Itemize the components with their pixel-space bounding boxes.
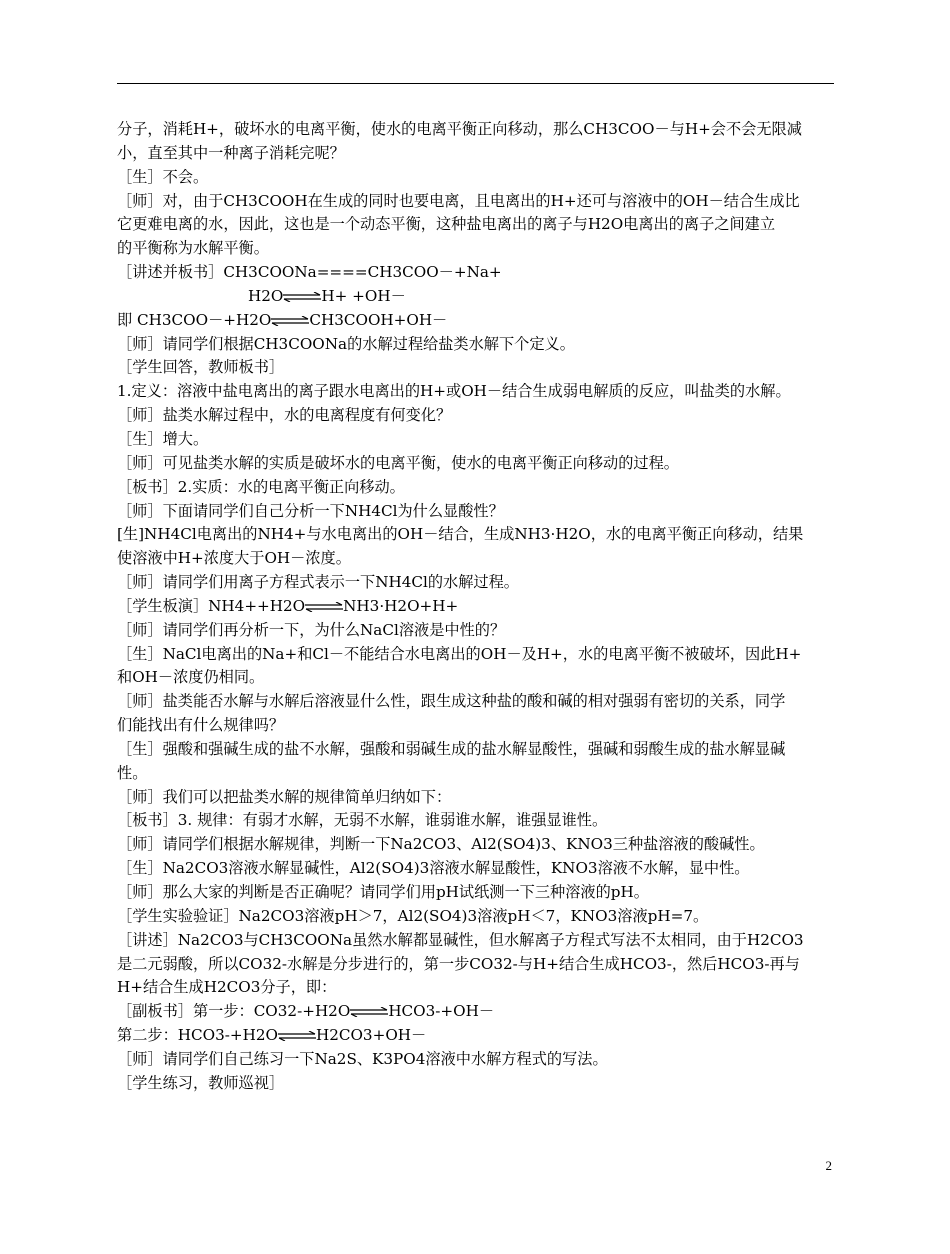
text-line: ［师］请同学们根据CH3COONa的水解过程给盐类水解下个定义。 [117, 334, 575, 353]
text-line: ［师］我们可以把盐类水解的规律简单归纳如下： [117, 787, 452, 806]
text-line: ［学生实验验证］Na2CO3溶液pH＞7，Al2(SO4)3溶液pH＜7，KNO3溶液pH=7。 [117, 906, 709, 925]
equilibrium-arrow-icon [304, 602, 344, 612]
text-line: ［师］请同学们根据水解规律，判断一下Na2CO3、Al2(SO4)3、KNO3三种盐溶液的酸碱性。 [117, 835, 765, 854]
text-line: ［师］下面请同学们自己分析一下NH4Cl为什么显酸性？ [117, 501, 504, 520]
text-line: ［生］增大。 [117, 429, 209, 448]
equation-left: ［副板书］第一步：CO32-+H2O [117, 1002, 351, 1021]
text-line: H+结合生成H2CO3分子，即： [117, 978, 337, 997]
equation-right: CH3COOH+OH－ [309, 310, 448, 329]
equation-acetate-hydrolysis [117, 309, 839, 333]
equation-right: HCO3-+OH－ [388, 1002, 495, 1021]
text-line: 分子，消耗H+，破坏水的电离平衡，使水的电离平衡正向移动，那么CH3COO－与H+会不会无限减 [117, 120, 802, 138]
text-line: 的平衡称为水解平衡。 [117, 239, 269, 258]
text-line: ［讲述］Na2CO3与CH3COONa虽然水解都显碱性，但水解离子方程式写法不太相同，由于H2CO3 [117, 930, 804, 949]
header-rule [117, 83, 834, 84]
text-line: 是二元弱酸，所以CO32-水解是分步进行的，第一步CO32-与H+结合生成HCO3-，然后HCO3-再与 [117, 954, 800, 973]
text-line: ［师］盐类水解过程中，水的电离程度有何变化？ [117, 406, 452, 425]
equation-carbonate-step1 [117, 1000, 839, 1024]
text-line: ［学生回答，教师板书］ [117, 358, 285, 377]
text-line: ［生］NaCl电离出的Na+和Cl－不能结合水电离出的OH－及H+，水的电离平衡不被破坏，因此H+ [117, 644, 802, 663]
equation-right: H+ +OH－ [321, 286, 406, 305]
document-body [117, 118, 839, 1096]
text-line: ［学生练习，教师巡视］ [117, 1073, 285, 1092]
equation-left: 第二步：HCO3-+H2O [117, 1026, 278, 1045]
text-line: ［生］强酸和强碱生成的盐不水解，强酸和弱碱生成的盐水解显酸性，强碱和弱酸生成的盐水解显碱 [117, 739, 786, 758]
text-line: 小，直至其中一种离子消耗完呢？ [117, 143, 345, 162]
text-line: ［师］盐类能否水解与水解后溶液显什么性，跟生成这种盐的酸和碱的相对强弱有密切的关系，同学 [117, 692, 786, 711]
text-line: 它更难电离的水，因此，这也是一个动态平衡，这种盐电离出的离子与H2O电离出的离子之间建立 [117, 215, 776, 234]
text-line: ［师］那么大家的判断是否正确呢？请同学们用pH试纸测一下三种溶液的pH。 [117, 883, 649, 901]
text-line: ［师］请同学们再分析一下，为什么NaCl溶液是中性的？ [117, 620, 506, 639]
text-line: ［生］不会。 [117, 167, 209, 186]
text-line: ［师］请同学们用离子方程式表示一下NH4Cl的水解过程。 [117, 573, 519, 592]
equation-carbonate-step2 [117, 1024, 839, 1048]
text-line: ［生］Na2CO3溶液水解显碱性，Al2(SO4)3溶液水解显酸性，KNO3溶液不水解，显中性。 [117, 859, 750, 878]
equation-left: H2O [248, 286, 284, 305]
equation-left: ［学生板演］NH4++H2O [117, 596, 306, 615]
equation-left: 即 CH3COO－+H2O [117, 310, 272, 329]
equation-right: NH3·H2O+H+ [343, 596, 459, 615]
text-line: 使溶液中H+浓度大于OH－浓度。 [117, 549, 351, 568]
text-line: 和OH－浓度仍相同。 [117, 668, 265, 687]
text-line: [生]NH4Cl电离出的NH4+与水电离出的OH－结合，生成NH3·H2O，水的电离平衡正向移动，结果 [117, 525, 804, 544]
text-line: 们能找出有什么规律吗？ [117, 716, 285, 735]
page-number: 2 [825, 1158, 832, 1173]
text-line: 1.定义：溶液中盐电离出的离子跟水电离出的H+或OH－结合生成弱电解质的反应，叫盐类的水解。 [117, 382, 791, 401]
equilibrium-arrow-icon [349, 1007, 389, 1017]
text-line: ［讲述并板书］CH3COONa====CH3COO－+Na+ [117, 263, 502, 282]
text-line: 性。 [117, 763, 148, 782]
text-line: ［师］可见盐类水解的实质是破坏水的电离平衡，使水的电离平衡正向移动的过程。 [117, 453, 679, 472]
text-line: ［板书］2.实质：水的电离平衡正向移动。 [117, 477, 405, 496]
text-line: ［师］对，由于CH3COOH在生成的同时也要电离，且电离出的H+还可与溶液中的OH－结合生成比 [117, 191, 800, 210]
equation-right: H2CO3+OH－ [315, 1026, 427, 1045]
equation-water-ionization [117, 285, 839, 309]
equilibrium-arrow-icon [270, 316, 310, 326]
equilibrium-arrow-icon [282, 292, 322, 302]
equilibrium-arrow-icon [277, 1031, 317, 1041]
text-line: ［师］请同学们自己练习一下Na2S、K3PO4溶液中水解方程式的写法。 [117, 1049, 608, 1068]
text-line: ［板书］3. 规律：有弱才水解，无弱不水解，谁弱谁水解，谁强显谁性。 [117, 811, 608, 830]
equation-ammonium-hydrolysis [117, 595, 839, 619]
